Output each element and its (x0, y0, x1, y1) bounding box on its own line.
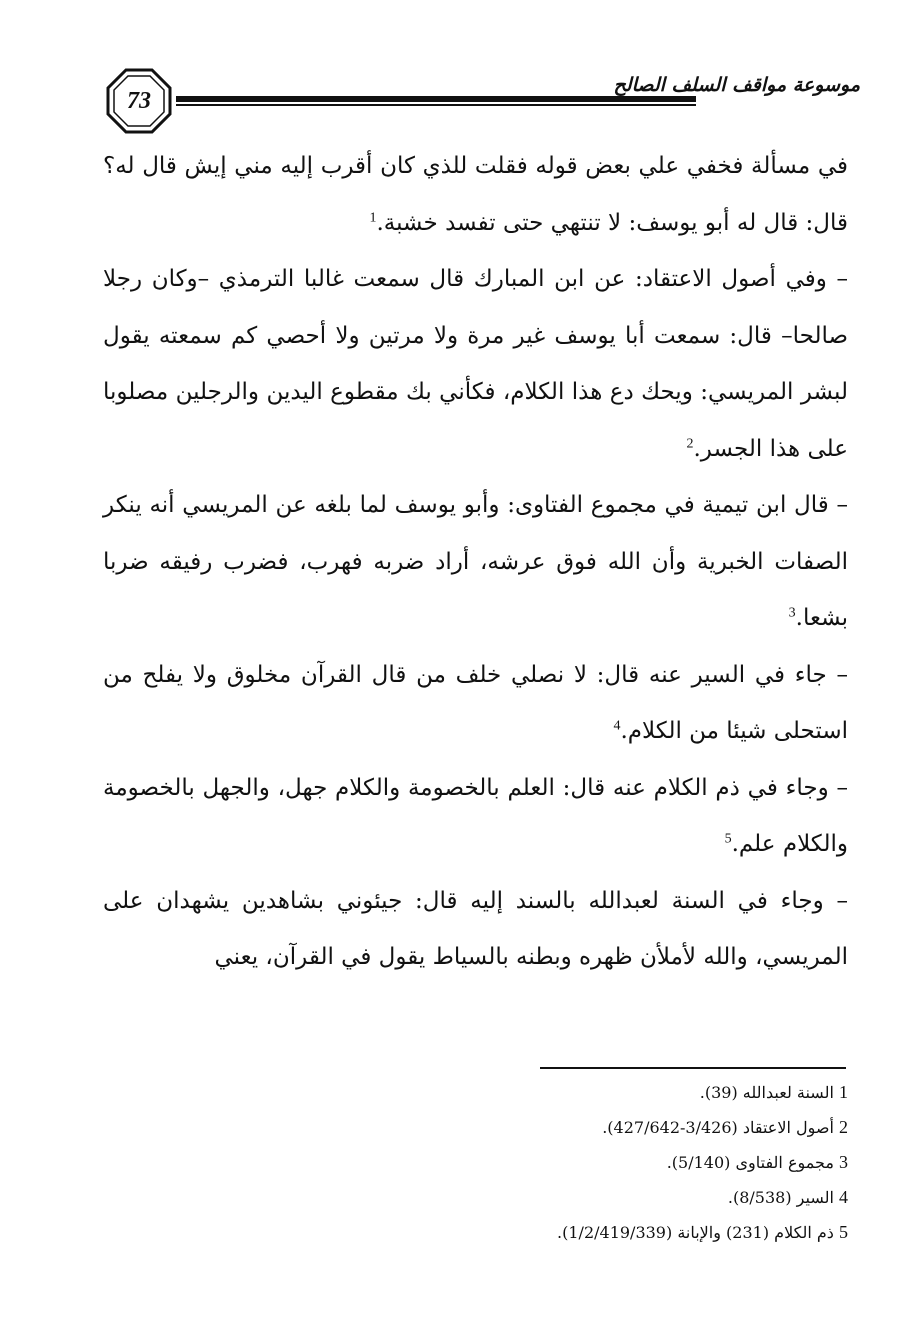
footnote-item (388, 1110, 848, 1145)
footnote-text: السنة لعبدالله (39). (699, 1083, 834, 1102)
page-header (100, 64, 860, 136)
paragraph (103, 138, 848, 251)
footnote-item (388, 1180, 848, 1215)
page-number-badge (106, 68, 172, 134)
footnote-ref: 3 (788, 605, 796, 621)
paragraph-text: في مسألة فخفي علي بعض قوله فقلت للذي كان أقرب إليه مني إيش قال له؟ قال: قال له أبو يوسف: لا تنتهي حتى تفسد خشبة. (103, 153, 848, 236)
page-number: 73 (127, 87, 151, 114)
footnote-number: 3 (839, 1152, 848, 1172)
footnote-ref: 5 (724, 831, 732, 847)
footnote-text: السير (8/538). (727, 1188, 834, 1207)
footnote-number: 2 (839, 1117, 848, 1137)
header-rule-thin (176, 104, 696, 106)
footnote-text: أصول الاعتقاد (3/426-427/642). (602, 1118, 834, 1137)
paragraph-text: – جاء في السير عنه قال: لا نصلي خلف من قال القرآن مخلوق ولا يفلح من استحلى شيئا من الكلام. (103, 661, 848, 744)
footnote-number: 5 (839, 1222, 848, 1242)
paragraph (103, 251, 848, 477)
paragraph (103, 647, 848, 760)
footnote-item (388, 1145, 848, 1180)
footnote-ref: 1 (369, 209, 377, 225)
footnote-number: 4 (839, 1187, 848, 1207)
series-title: موسوعة مواقف السلف الصالح (613, 74, 860, 96)
footnote-number: 1 (839, 1082, 848, 1102)
header-rule (176, 96, 696, 102)
footnote-item (388, 1075, 848, 1110)
main-text (103, 138, 848, 986)
paragraph (103, 760, 848, 873)
paragraph (103, 477, 848, 647)
footnotes (388, 1075, 848, 1250)
paragraph-text: – وجاء في السنة لعبدالله بالسند إليه قال: جيئوني بشاهدين يشهدان على المريسي، والله لأملأن ظهره وبطنه بالسياط يقول في القرآن، يعني (103, 887, 848, 970)
footnote-text: مجموع الفتاوى (5/140). (666, 1153, 834, 1172)
paragraph-text: – قال ابن تيمية في مجموع الفتاوى: وأبو يوسف لما بلغه عن المريسي أنه ينكر الصفات الخبرية وأن الله فوق عرشه، أراد ضربه فهرب، فضرب رفيقه ضربا بشعا. (103, 492, 848, 631)
paragraph-text: – وجاء في ذم الكلام عنه قال: العلم بالخصومة والكلام جهل، والجهل بالخصومة والكلام علم. (103, 774, 848, 857)
footnote-text: ذم الكلام (231) والإبانة (1/2/419/339). (557, 1223, 834, 1242)
footnote-ref: 4 (613, 718, 621, 734)
paragraph (103, 873, 848, 986)
paragraph-text: – وفي أصول الاعتقاد: عن ابن المبارك قال سمعت غالبا الترمذي –وكان رجلا صالحا– قال: سمعت أبا يوسف غير مرة ولا مرتين ولا أحصي كم سمعته يقول لبشر المريسي: ويحك دع هذا الكلام، فكأني بك مقطوع اليدين والرجلين مصلوبا على هذا الجسر. (103, 266, 848, 462)
footnote-separator (540, 1067, 846, 1069)
footnote-item (388, 1215, 848, 1250)
footnote-ref: 2 (686, 435, 694, 451)
